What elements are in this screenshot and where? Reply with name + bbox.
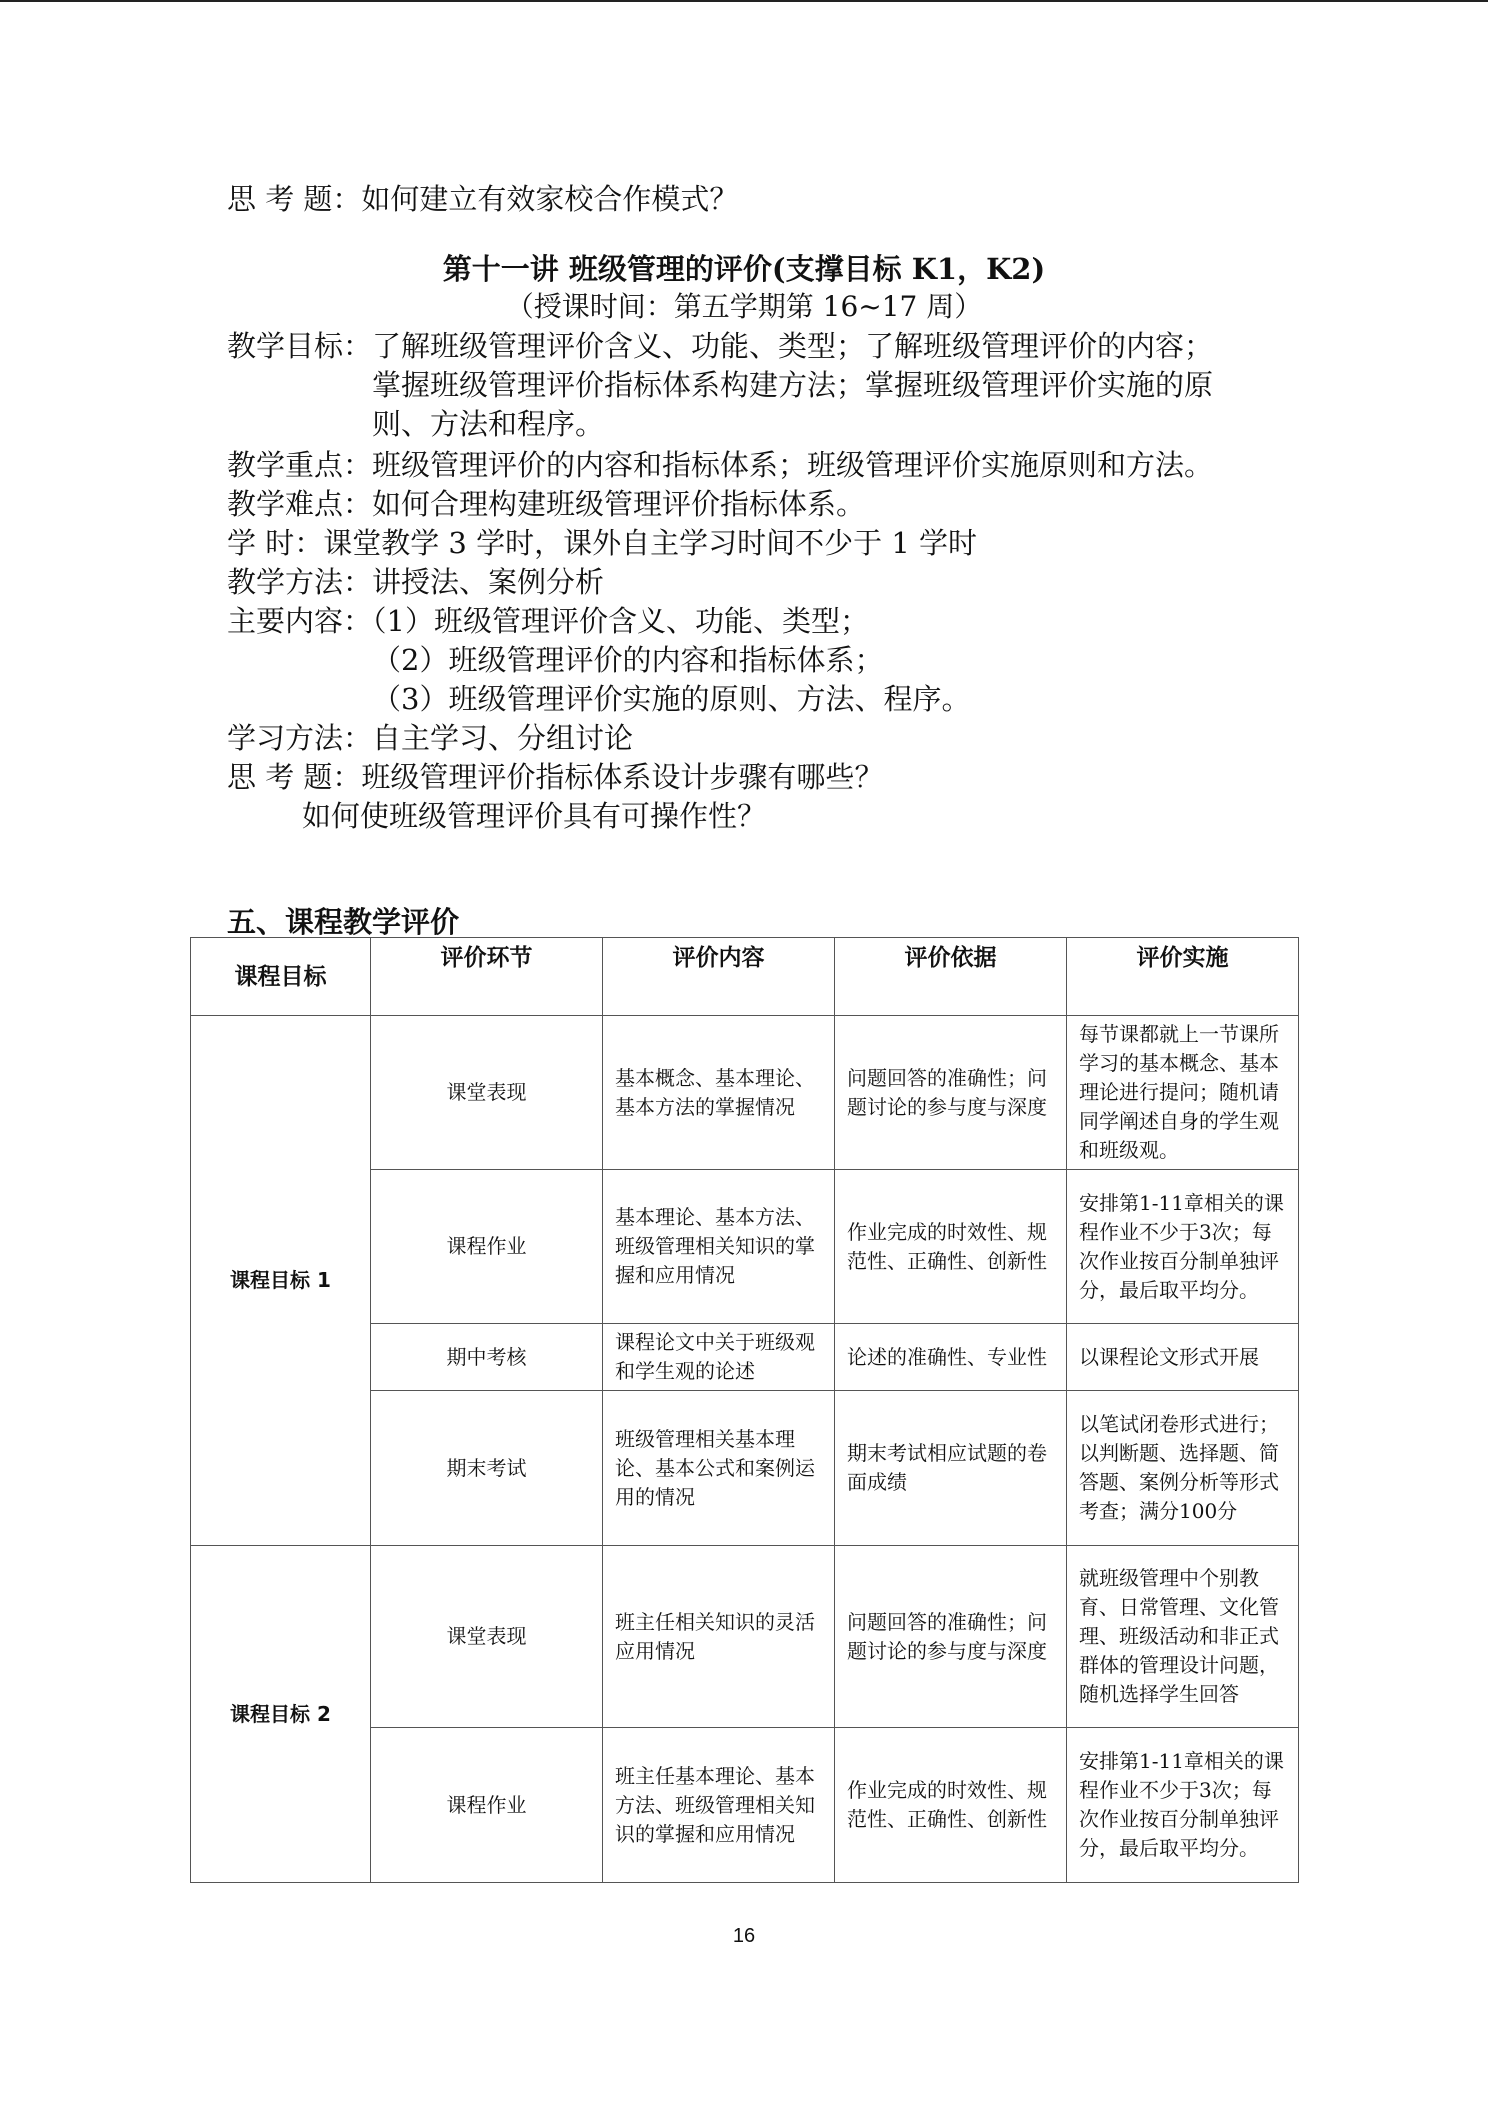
eval-content: 班主任相关知识的灵活应用情况 — [603, 1546, 835, 1728]
eval-implementation: 就班级管理中个别教育、日常管理、文化管理、班级活动和非正式群体的管理设计问题，随机选择学生回答 — [1067, 1546, 1299, 1728]
eval-basis: 论述的准确性、专业性 — [835, 1324, 1067, 1391]
eval-implementation: 安排第1-11章相关的课程作业不少于3次；每次作业按百分制单独评分，最后取平均分。 — [1067, 1728, 1299, 1883]
eval-stage: 课堂表现 — [371, 1546, 603, 1728]
eval-basis: 期末考试相应试题的卷面成绩 — [835, 1391, 1067, 1546]
think-question-line-1: 思 考 题：班级管理评价指标体系设计步骤有哪些？ — [227, 760, 884, 794]
header-eval-implementation: 评价实施 — [1067, 938, 1299, 1016]
course-goal-1: 课程目标 1 — [191, 1016, 371, 1546]
class-hours: 学 时：课堂教学 3 学时，课外自主学习时间不少于 1 学时 — [227, 526, 977, 560]
eval-content: 班级管理相关基本理论、基本公式和案例运用的情况 — [603, 1391, 835, 1546]
eval-stage: 期末考试 — [371, 1391, 603, 1546]
eval-content: 基本概念、基本理论、基本方法的掌握情况 — [603, 1016, 835, 1170]
eval-implementation: 每节课都就上一节课所学习的基本概念、基本理论进行提问；随机请同学阐述自身的学生观和班级观。 — [1067, 1016, 1299, 1170]
section-heading: 五、课程教学评价 — [227, 905, 460, 939]
chapter-title: 第十一讲 班级管理的评价(支撑目标 K1，K2) — [442, 252, 1046, 286]
eval-content: 基本理论、基本方法、班级管理相关知识的掌握和应用情况 — [603, 1170, 835, 1324]
header-eval-basis: 评价依据 — [835, 938, 1067, 1016]
eval-content: 班主任基本理论、基本方法、班级管理相关知识的掌握和应用情况 — [603, 1728, 835, 1883]
eval-basis: 作业完成的时效性、规范性、正确性、创新性 — [835, 1728, 1067, 1883]
main-content-line-2: （2）班级管理评价的内容和指标体系； — [372, 643, 884, 677]
header-course-goal: 课程目标 — [191, 938, 371, 1016]
main-content-line-3: （3）班级管理评价实施的原则、方法、程序。 — [372, 682, 971, 716]
chapter-schedule: （授课时间：第五学期第 16~17 周） — [505, 290, 983, 323]
teaching-objective-line-1: 教学目标：了解班级管理评价含义、功能、类型；了解班级管理评价的内容； — [227, 329, 1214, 363]
learning-methods: 学习方法：自主学习、分组讨论 — [227, 721, 634, 755]
eval-basis: 问题回答的准确性；问题讨论的参与度与深度 — [835, 1016, 1067, 1170]
course-goal-2: 课程目标 2 — [191, 1546, 371, 1883]
teaching-key-points: 教学重点：班级管理评价的内容和指标体系；班级管理评价实施原则和方法。 — [227, 448, 1214, 482]
think-question-line-2: 如何使班级管理评价具有可操作性？ — [302, 799, 767, 833]
eval-stage: 课程作业 — [371, 1170, 603, 1324]
table-header-row — [191, 938, 1299, 1016]
table-row — [191, 1546, 1299, 1728]
main-content-line-1: 主要内容：（1）班级管理评价含义、功能、类型； — [227, 604, 869, 638]
evaluation-table — [190, 937, 1299, 1883]
prev-think-question: 思 考 题：如何建立有效家校合作模式？ — [227, 182, 739, 216]
eval-stage: 课程作业 — [371, 1728, 603, 1883]
teaching-difficulties: 教学难点：如何合理构建班级管理评价指标体系。 — [227, 487, 866, 521]
teaching-objective-line-2: 掌握班级管理评价指标体系构建方法；掌握班级管理评价实施的原 — [372, 368, 1214, 402]
eval-implementation: 以笔试闭卷形式进行；以判断题、选择题、简答题、案例分析等形式考查；满分100分 — [1067, 1391, 1299, 1546]
header-eval-stage: 评价环节 — [371, 938, 603, 1016]
eval-implementation: 安排第1-11章相关的课程作业不少于3次；每次作业按百分制单独评分，最后取平均分。 — [1067, 1170, 1299, 1324]
eval-content: 课程论文中关于班级观和学生观的论述 — [603, 1324, 835, 1391]
eval-implementation: 以课程论文形式开展 — [1067, 1324, 1299, 1391]
table-row — [191, 1016, 1299, 1170]
eval-stage: 期中考核 — [371, 1324, 603, 1391]
teaching-objective-line-3: 则、方法和程序。 — [372, 407, 605, 441]
eval-basis: 作业完成的时效性、规范性、正确性、创新性 — [835, 1170, 1067, 1324]
eval-basis: 问题回答的准确性；问题讨论的参与度与深度 — [835, 1546, 1067, 1728]
eval-stage: 课堂表现 — [371, 1016, 603, 1170]
page-number: 16 — [732, 1925, 756, 1947]
header-eval-content: 评价内容 — [603, 938, 835, 1016]
teaching-methods: 教学方法：讲授法、案例分析 — [227, 565, 605, 599]
